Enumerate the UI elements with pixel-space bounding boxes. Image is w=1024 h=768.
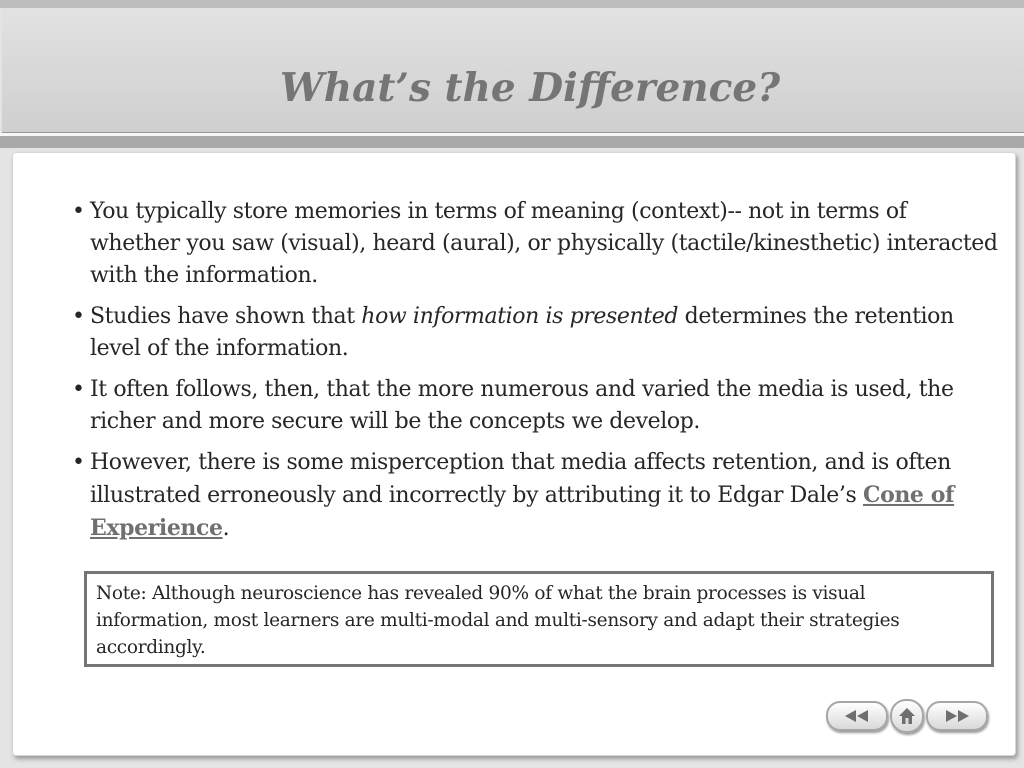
- bullet-dot-icon: •: [72, 450, 85, 475]
- bullet-emphasis: how information is presented: [361, 304, 679, 329]
- bullet-item-4: [72, 447, 1002, 545]
- bullet-text-after: determines the retention level of the information.: [90, 304, 954, 361]
- bullet-text-after: .: [222, 516, 230, 541]
- note-box: Note: Although neuroscience has revealed 90% of what the brain processes is visual information, most learners are multi-modal and multi-sensory and adapt their strategies accordingly.: [84, 571, 994, 667]
- bullet-dot-icon: •: [72, 304, 85, 329]
- slide-title: What’s the Difference?: [279, 65, 781, 111]
- bullet-list: [72, 196, 1002, 554]
- previous-slide-button[interactable]: [826, 701, 888, 731]
- bullet-item-1: [72, 196, 1002, 292]
- bullet-item-3: [72, 374, 1002, 438]
- fast-forward-icon: [942, 709, 972, 723]
- rewind-icon: [842, 709, 872, 723]
- top-strip: [0, 0, 1024, 8]
- bullet-text-before: Studies have shown that: [90, 304, 362, 329]
- bullet-text-before: However, there is some misperception that media affects retention, and is often illustrated erroneously and incorrectly by attributing it to Edgar Dale’s: [90, 450, 951, 508]
- home-icon: [897, 706, 917, 726]
- bullet-text: It often follows, then, that the more numerous and varied the media is used, the richer and more secure will be the concepts we develop.: [90, 377, 954, 434]
- bullet-text: You typically store memories in terms of meaning (context)-- not in terms of whether you saw (visual), heard (aural), or physically (tactile/kinesthetic) interacted with the information.: [90, 199, 998, 288]
- bullet-dot-icon: •: [72, 199, 85, 224]
- header-divider-dark: [0, 136, 1024, 148]
- home-button[interactable]: [890, 699, 924, 733]
- next-slide-button[interactable]: [926, 701, 988, 731]
- bullet-dot-icon: •: [72, 377, 85, 402]
- bullet-item-2: [72, 301, 1002, 365]
- cone-of-experience-link[interactable]: Cone of Experience: [90, 482, 955, 541]
